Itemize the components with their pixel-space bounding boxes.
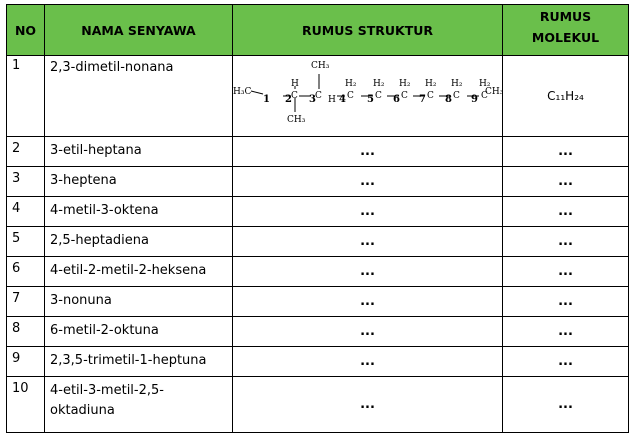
header-molecular-line1: RUMUS: [539, 9, 592, 24]
header-molecular-line2: MOLEKUL: [531, 30, 600, 45]
c4-letter: C: [347, 91, 354, 101]
header-structure: RUMUS STRUKTUR: [233, 5, 503, 56]
compound-name: 2,3,5-trimetil-1-heptuna: [45, 347, 233, 377]
structure-placeholder: ...: [233, 137, 503, 167]
structure-placeholder: ...: [233, 317, 503, 347]
table-row: [7, 287, 629, 317]
structure-placeholder: ...: [233, 347, 503, 377]
compound-name: 3-nonuna: [45, 287, 233, 317]
row-number: 7: [7, 287, 45, 317]
table-header-row: [7, 5, 629, 56]
row-number: 1: [7, 56, 45, 137]
molecular-placeholder: ...: [503, 377, 629, 433]
c2-h: H: [291, 79, 299, 89]
molecular-placeholder: ...: [503, 137, 629, 167]
carbon-number: 8: [445, 94, 452, 105]
table-row: [7, 137, 629, 167]
structure-cell: [233, 56, 503, 137]
header-name: NAMA SENYAWA: [45, 5, 233, 56]
molecular-placeholder: ...: [503, 257, 629, 287]
molecular-placeholder: ...: [503, 317, 629, 347]
molecular-placeholder: ...: [503, 227, 629, 257]
compound-name: 4-etil-2-metil-2-heksena: [45, 257, 233, 287]
carbon-number: 6: [393, 94, 400, 105]
compound-name: 3-etil-heptana: [45, 137, 233, 167]
row-number: 3: [7, 167, 45, 197]
table-row: [7, 317, 629, 347]
h2-group: H₂: [345, 79, 357, 89]
molecular-placeholder: ...: [503, 347, 629, 377]
compound-name: 2,5-heptadiena: [45, 227, 233, 257]
compound-table: [6, 4, 629, 433]
compound-name: 3-heptena: [45, 167, 233, 197]
bottom-methyl: CH₃: [287, 115, 306, 125]
molecular-formula: C₁₁H₂₄: [503, 56, 629, 137]
h2-group: H₂: [451, 79, 463, 89]
row-number: 5: [7, 227, 45, 257]
structure-placeholder: ...: [233, 227, 503, 257]
h2-group: H₂: [373, 79, 385, 89]
c9-letter: C: [481, 91, 488, 101]
h2-group: H₂: [479, 79, 491, 89]
c8-letter: C: [453, 91, 460, 101]
structure-placeholder: ...: [233, 257, 503, 287]
top-methyl: CH₃: [311, 61, 330, 71]
row-number: 8: [7, 317, 45, 347]
c5-letter: C: [375, 91, 382, 101]
carbon-number: 3: [309, 94, 316, 105]
carbon-number: 7: [419, 94, 426, 105]
molecular-placeholder: ...: [503, 287, 629, 317]
compound-name: 6-metil-2-oktuna: [45, 317, 233, 347]
table-row: [7, 197, 629, 227]
carbon-number: 2: [285, 94, 292, 105]
compound-name: 4-metil-3-oktena: [45, 197, 233, 227]
row-number: 9: [7, 347, 45, 377]
row-number: 4: [7, 197, 45, 227]
c2-letter: C: [291, 91, 298, 101]
c7-letter: C: [427, 91, 434, 101]
row-number: 2: [7, 137, 45, 167]
structure-placeholder: ...: [233, 197, 503, 227]
compound-name: 4-etil-3-metil-2,5-oktadiuna: [45, 377, 233, 433]
header-no: NO: [7, 5, 45, 56]
structure-placeholder: ...: [233, 287, 503, 317]
table-row: [7, 227, 629, 257]
carbon-number: 4: [339, 94, 346, 105]
header-molecular: [503, 5, 629, 56]
c3-letter: C: [315, 91, 322, 101]
c3-h: H: [328, 95, 336, 105]
row-number: 6: [7, 257, 45, 287]
carbon-number: 1: [263, 94, 270, 105]
carbon-number: 5: [367, 94, 374, 105]
table-row: [7, 167, 629, 197]
h2-group: H₂: [399, 79, 411, 89]
c6-letter: C: [401, 91, 408, 101]
table-row: [7, 257, 629, 287]
molecular-placeholder: ...: [503, 167, 629, 197]
structure-placeholder: ...: [233, 377, 503, 433]
structural-formula-drawing: [233, 56, 504, 132]
structural-formula: [233, 56, 504, 132]
carbon-number: 9: [471, 94, 478, 105]
table-row: [7, 56, 629, 137]
structure-placeholder: ...: [233, 167, 503, 197]
bond-line: [251, 91, 263, 94]
row-number: 10: [7, 377, 45, 433]
molecular-placeholder: ...: [503, 197, 629, 227]
start-group: H₃C: [233, 87, 252, 97]
end-group: CH₃: [485, 87, 504, 97]
table-row: [7, 347, 629, 377]
table-row: [7, 377, 629, 433]
h2-group: H₂: [425, 79, 437, 89]
compound-name: 2,3-dimetil-nonana: [45, 56, 233, 137]
